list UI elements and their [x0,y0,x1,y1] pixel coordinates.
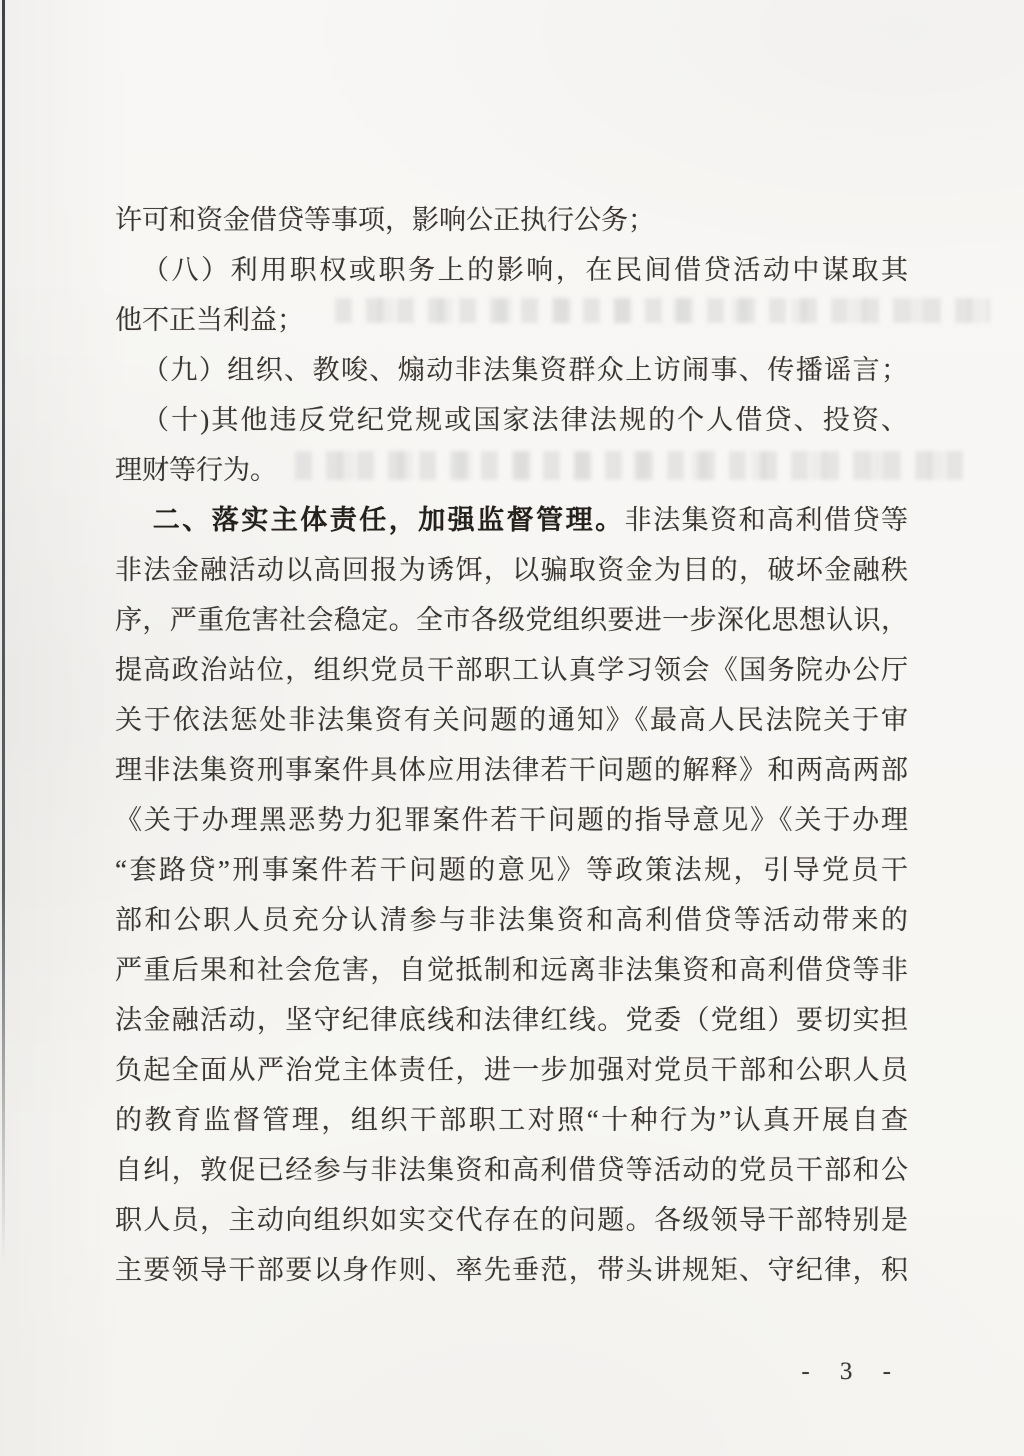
text-line [115,595,908,645]
text-line [115,295,908,345]
text-line [115,495,908,545]
body-text: （九）组织、教唆、煽动非法集资群众上访闹事、传播谣言； [142,355,908,385]
body-text: 理非法集资刑事案件具体应用法律若干问题的解释》和两高两部 [115,755,908,785]
text-line [115,995,908,1045]
text-line [115,845,908,895]
page-number: - 3 - [801,1358,900,1385]
text-line [115,1245,908,1295]
text-line [115,545,908,595]
text-line [115,1095,908,1145]
text-line [115,1045,908,1095]
text-line [115,1145,908,1195]
body-text: “套路贷”刑事案件若干问题的意见》等政策法规，引导党员干 [115,855,908,885]
body-text: 序，严重危害社会稳定。全市各级党组织要进一步深化思想认识， [115,605,908,635]
section-heading-text: 二、落实主体责任，加强监督管理。 [152,505,625,535]
body-text: 非法金融活动以高回报为诱饵，以骗取资金为目的，破坏金融秩 [115,555,908,585]
text-line [115,745,908,795]
text-line [115,945,908,995]
body-text: 职人员，主动向组织如实交代存在的问题。各级领导干部特别是 [115,1205,908,1235]
body-text: 严重后果和社会危害，自觉抵制和远离非法集资和高利借贷等非 [115,955,908,985]
text-line [115,245,908,295]
body-text: 部和公职人员充分认清参与非法集资和高利借贷等活动带来的 [115,905,908,935]
text-line [115,795,908,845]
text-line [115,395,908,445]
body-text: 法金融活动，坚守纪律底线和法律红线。党委（党组）要切实担 [115,1005,908,1035]
body-text: 负起全面从严治党主体责任，进一步加强对党员干部和公职人员 [115,1055,908,1085]
body-text: 许可和资金借贷等事项，影响公正执行公务； [115,205,655,235]
text-line [115,195,908,245]
text-line [115,695,908,745]
body-text: （八）利用职权或职务上的影响，在民间借贷活动中谋取其 [142,255,908,285]
body-text: 《关于办理黑恶势力犯罪案件若干问题的指导意见》《关于办理 [115,805,908,835]
body-text: 的教育监督管理，组织干部职工对照“十种行为”认真开展自查 [115,1105,908,1135]
body-text: 自纠，敦促已经参与非法集资和高利借贷等活动的党员干部和公 [115,1155,908,1185]
body-text: 主要领导干部要以身作则、率先垂范，带头讲规矩、守纪律，积 [115,1255,908,1285]
text-line [115,445,908,495]
scan-edge-shadow [2,0,5,1265]
body-text: 提高政治站位，组织党员干部职工认真学习领会《国务院办公厅 [115,655,908,685]
document-body [115,195,908,1295]
body-text: 他不正当利益； [115,305,304,335]
text-line [115,345,908,395]
body-text: 关于依法惩处非法集资有关问题的通知》《最高人民法院关于审 [115,705,908,735]
body-text: （十)其他违反党纪党规或国家法律法规的个人借贷、投资、 [142,405,908,435]
body-text: 理财等行为。 [115,455,277,485]
text-line [115,895,908,945]
body-text: 非法集资和高利借贷等 [624,505,909,535]
text-line [115,1195,908,1245]
text-line [115,645,908,695]
